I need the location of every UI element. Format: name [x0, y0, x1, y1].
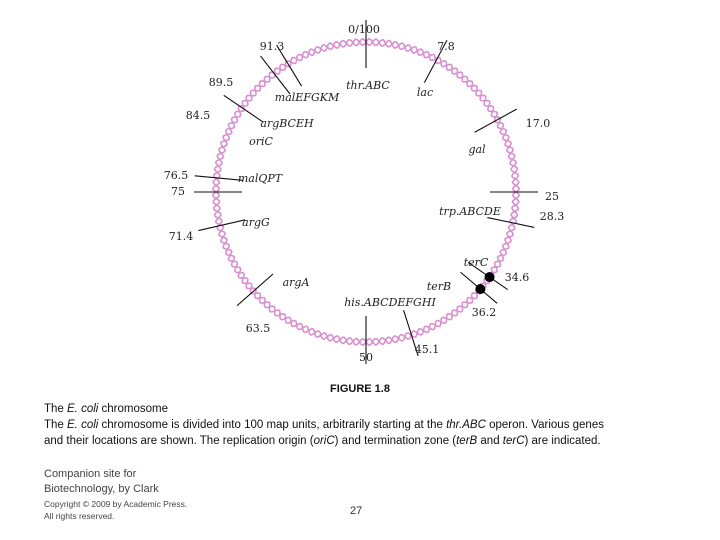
gene-label: terB	[426, 280, 452, 293]
figure-caption: The E. coli chromosome is divided into 100 map units, arbitrarily starting at the thr.ABC operon. Various genes and their locations are shown. The replication origin (oriC) and termination zone (terB and terC) are indicated.	[44, 419, 604, 447]
figure-number: FIGURE 1.8	[330, 383, 390, 395]
map-unit-label: 75	[171, 185, 185, 198]
terB-marker	[475, 284, 485, 294]
map-unit-label: 28.3	[539, 210, 565, 223]
map-unit-labels	[164, 23, 565, 364]
figure-title: The E. coli chromosome	[44, 403, 169, 415]
companion-site-note: Companion site for Biotechnology, by Clark	[44, 468, 159, 495]
gene-label: argA	[282, 276, 310, 289]
gene-label: gal	[468, 143, 486, 156]
map-unit-label: 45.1	[414, 343, 440, 356]
gene-label: lac	[416, 86, 434, 99]
map-unit-label: 50	[359, 351, 373, 364]
map-unit-label: 63.5	[245, 322, 271, 335]
gene-label: argG	[242, 216, 270, 229]
map-unit-label: 17.0	[525, 117, 551, 130]
map-unit-label: 0/100	[348, 23, 380, 36]
map-unit-label: 84.5	[185, 109, 211, 122]
map-unit-label: 7.8	[437, 40, 455, 53]
map-unit-label: 36.2	[471, 306, 497, 319]
gene-label: oriC	[249, 135, 273, 148]
gene-label: his.ABCDEFGHI	[344, 296, 436, 309]
map-unit-label: 71.4	[168, 230, 194, 243]
gene-label: trp.ABCDE	[439, 205, 501, 218]
map-unit-label: 25	[545, 190, 559, 203]
gene-label: malQPT	[237, 172, 283, 185]
terC-marker	[485, 272, 495, 282]
map-unit-label: 34.6	[504, 271, 530, 284]
gene-label: thr.ABC	[346, 79, 390, 92]
map-unit-label: 76.5	[163, 169, 189, 182]
gene-label: argBCEH	[260, 117, 314, 130]
map-unit-label: 91.3	[259, 40, 285, 53]
map-unit-label: 89.5	[208, 76, 234, 89]
gene-label: malEFGKM	[274, 91, 340, 104]
gene-label: terC	[463, 256, 489, 269]
map-tick	[224, 95, 264, 122]
copyright-note: Copyright © 2009 by Academic Press. All rights reserved.	[44, 499, 188, 521]
page-number: 27	[350, 505, 363, 517]
gene-labels	[238, 79, 501, 309]
